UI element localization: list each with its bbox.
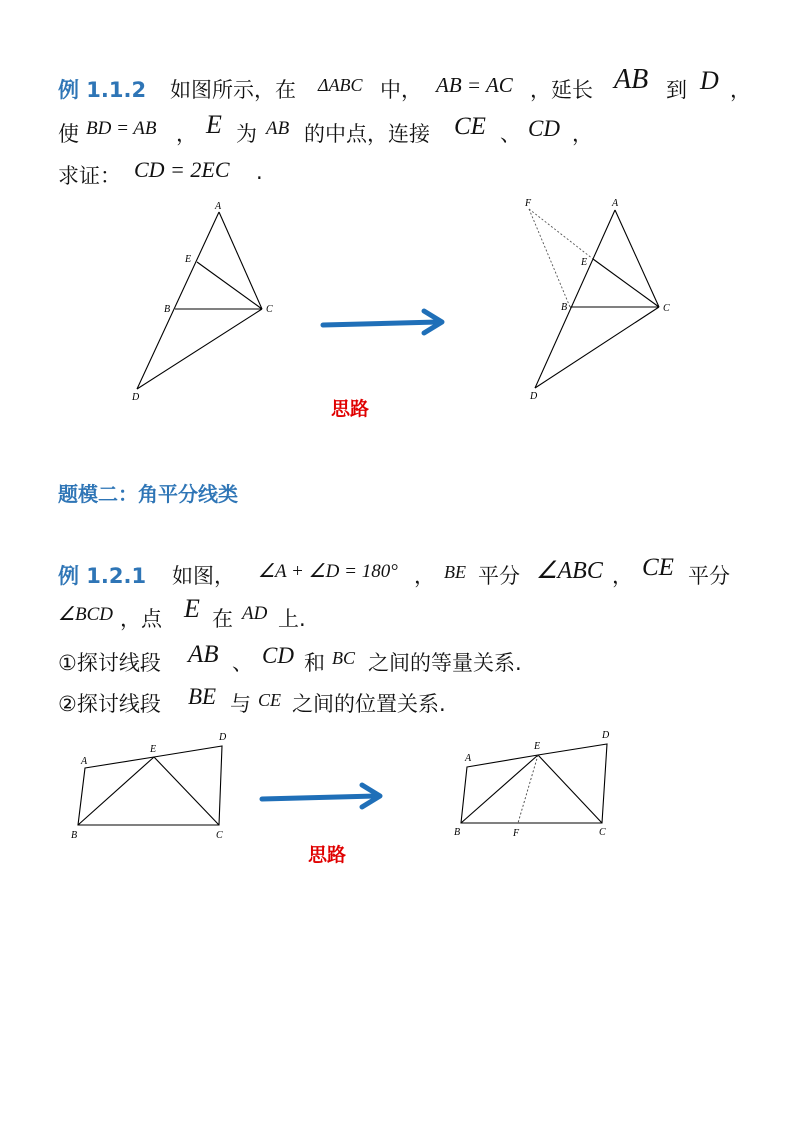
example-label: 例 1.1.2 xyxy=(58,78,147,102)
problem-text: 、 xyxy=(500,122,521,146)
point-label: D xyxy=(132,392,140,403)
math-expr: AD xyxy=(242,603,268,624)
problem-text: 如图所示，在 xyxy=(170,78,296,102)
problem-text: 使 xyxy=(58,122,79,146)
problem-text: . xyxy=(256,160,263,184)
problem-text: 如图， xyxy=(172,564,235,588)
math-expr: D xyxy=(700,66,719,95)
problem-text: 与 xyxy=(230,692,251,716)
math-expr: BE xyxy=(444,562,466,582)
problem-text: 上. xyxy=(278,607,306,631)
math-expr: AB xyxy=(188,641,219,668)
point-label: C xyxy=(216,830,223,841)
math-expr: ΔABC xyxy=(318,75,363,95)
math-expr: AB = AC xyxy=(436,73,513,97)
question-1: ①探讨线段 xyxy=(58,651,161,675)
math-expr: E xyxy=(184,594,200,623)
point-label: E xyxy=(150,744,157,755)
point-label: C xyxy=(266,304,273,315)
example-label: 例 1.2.1 xyxy=(58,564,147,588)
problem-text: 的中点，连接 xyxy=(304,122,430,146)
point-label: F xyxy=(513,828,520,839)
point-label: E xyxy=(581,257,588,268)
math-expr: BE xyxy=(188,684,217,709)
problem-text: 求证： xyxy=(58,164,121,188)
problem-text: ，延长 xyxy=(530,78,593,102)
section-heading: 题模二：角平分线类 xyxy=(58,482,238,506)
hint-label: 思路 xyxy=(308,844,347,866)
point-label: B xyxy=(71,830,78,841)
point-label: E xyxy=(534,741,541,752)
math-expr: CE xyxy=(258,690,282,710)
point-label: D xyxy=(219,732,227,743)
math-expr: CE xyxy=(642,554,674,581)
problem-text: ， xyxy=(612,564,633,588)
math-expr: CE xyxy=(454,113,486,140)
point-label: A xyxy=(612,198,619,209)
math-expr: AB xyxy=(614,64,649,95)
problem-text: 中， xyxy=(380,78,422,102)
question-2: ②探讨线段 xyxy=(58,692,161,716)
math-expr: AB xyxy=(266,118,290,139)
point-label: A xyxy=(81,756,88,767)
problem-text: 到 xyxy=(666,78,687,102)
math-expr: ∠A + ∠D = 180° xyxy=(258,561,398,582)
hint-label: 思路 xyxy=(331,398,370,420)
point-label: C xyxy=(663,303,670,314)
point-label: F xyxy=(525,198,532,209)
problem-text: 为 xyxy=(236,122,257,146)
point-label: B xyxy=(561,302,568,313)
math-expr: BD = AB xyxy=(86,118,157,139)
math-expr: ∠BCD xyxy=(58,604,114,625)
point-label: E xyxy=(185,254,192,265)
point-label: A xyxy=(215,201,222,212)
point-label: D xyxy=(530,391,538,402)
problem-text: 在 xyxy=(212,607,233,631)
problem-text: ，点 xyxy=(120,607,162,631)
point-label: C xyxy=(599,827,606,838)
problem-text: 平分 xyxy=(688,564,730,588)
math-expr: BC xyxy=(332,648,356,668)
problem-text: ， xyxy=(730,78,751,102)
math-expr: CD xyxy=(528,116,560,141)
problem-text: ， xyxy=(572,122,593,146)
problem-text: 平分 xyxy=(478,564,520,588)
problem-text: 和 xyxy=(304,651,325,675)
math-expr: CD xyxy=(262,643,294,668)
point-label: B xyxy=(454,827,461,838)
point-label: D xyxy=(602,730,610,741)
problem-text: 、 xyxy=(232,651,253,675)
math-expr: E xyxy=(206,110,222,139)
problem-text: ， xyxy=(414,564,435,588)
problem-text: 之间的等量关系. xyxy=(368,651,522,675)
math-expr: CD = 2EC xyxy=(134,157,230,182)
point-label: A xyxy=(465,753,472,764)
problem-text: 之间的位置关系. xyxy=(292,692,446,716)
problem-text: ， xyxy=(176,122,197,146)
point-label: B xyxy=(164,304,171,315)
math-expr: ∠ABC xyxy=(536,558,603,584)
